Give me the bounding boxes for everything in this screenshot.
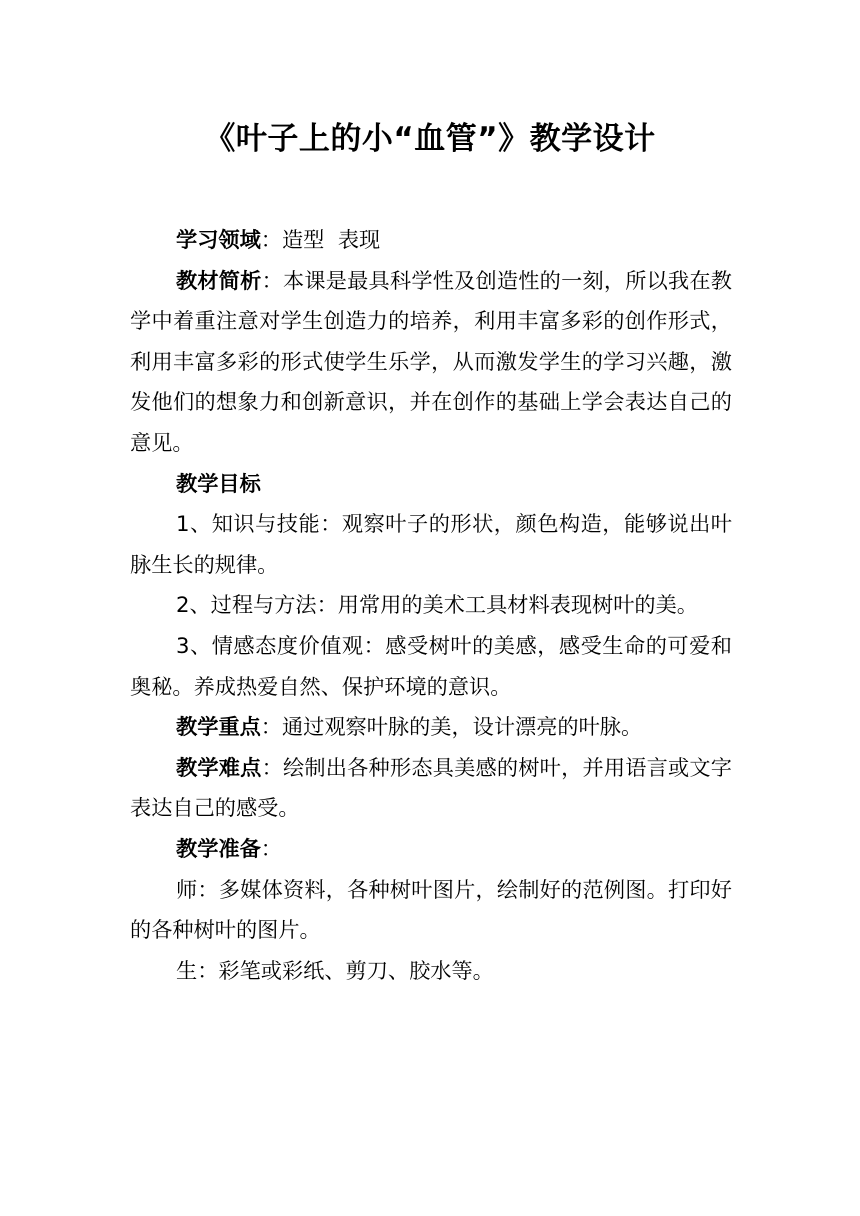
objectives-heading-paragraph (130, 464, 732, 505)
learning-domain-paragraph (130, 220, 732, 261)
objectives-heading: 教学目标 (176, 470, 261, 496)
difficulty-paragraph (130, 748, 732, 829)
objective-item-3: 3、情感态度价值观：感受树叶的美感，感受生命的可爱和奥秘。养成热爱自然、保护环境的意识。 (130, 632, 732, 699)
learning-domain-text: 造型 表现 (281, 227, 381, 252)
document-body (130, 220, 732, 991)
material-analysis-paragraph (130, 261, 732, 464)
material-analysis-text: 本课是最具科学性及创造性的一刻，所以我在教学中着重注意对学生创造力的培养，利用丰富多彩的创作形式，利用丰富多彩的形式使学生乐学，从而激发学生的学习兴趣，激发他们的想象力和创新意识，并在创作的基础上学会表达自己的意见。 (130, 267, 732, 455)
difficulty-label: 教学难点 (176, 754, 262, 780)
key-point-text: 通过观察叶脉的美，设计漂亮的叶脉。 (281, 714, 643, 740)
document-title: 《叶子上的小“血管”》教学设计 (204, 121, 656, 157)
learning-domain-colon: ： (260, 227, 282, 252)
material-analysis-label: 教材简析 (176, 267, 262, 293)
key-point-paragraph (130, 707, 732, 748)
preparation-heading-paragraph (130, 829, 732, 870)
objective-item-1: 1、知识与技能：观察叶子的形状，颜色构造，能够说出叶脉生长的规律。 (130, 511, 732, 577)
difficulty-colon: ： (261, 754, 283, 780)
key-point-colon: ： (260, 714, 282, 740)
student-preparation: 生：彩笔或彩纸、剪刀、胶水等。 (176, 957, 494, 983)
objective-item-2: 2、过程与方法：用常用的美术工具材料表现树叶的美。 (176, 592, 698, 618)
difficulty-text: 绘制出各种形态具美感的树叶，并用语言或文字表达自己的感受。 (130, 754, 732, 821)
key-point-label: 教学重点 (176, 714, 261, 740)
material-analysis-colon: ： (261, 267, 283, 293)
learning-domain-label: 学习领域 (176, 227, 261, 252)
teacher-preparation: 师：多媒体资料，各种树叶图片，绘制好的范例图。打印好的各种树叶的图片。 (130, 876, 732, 943)
preparation-colon: ： (260, 835, 282, 861)
preparation-label: 教学准备 (176, 835, 261, 861)
